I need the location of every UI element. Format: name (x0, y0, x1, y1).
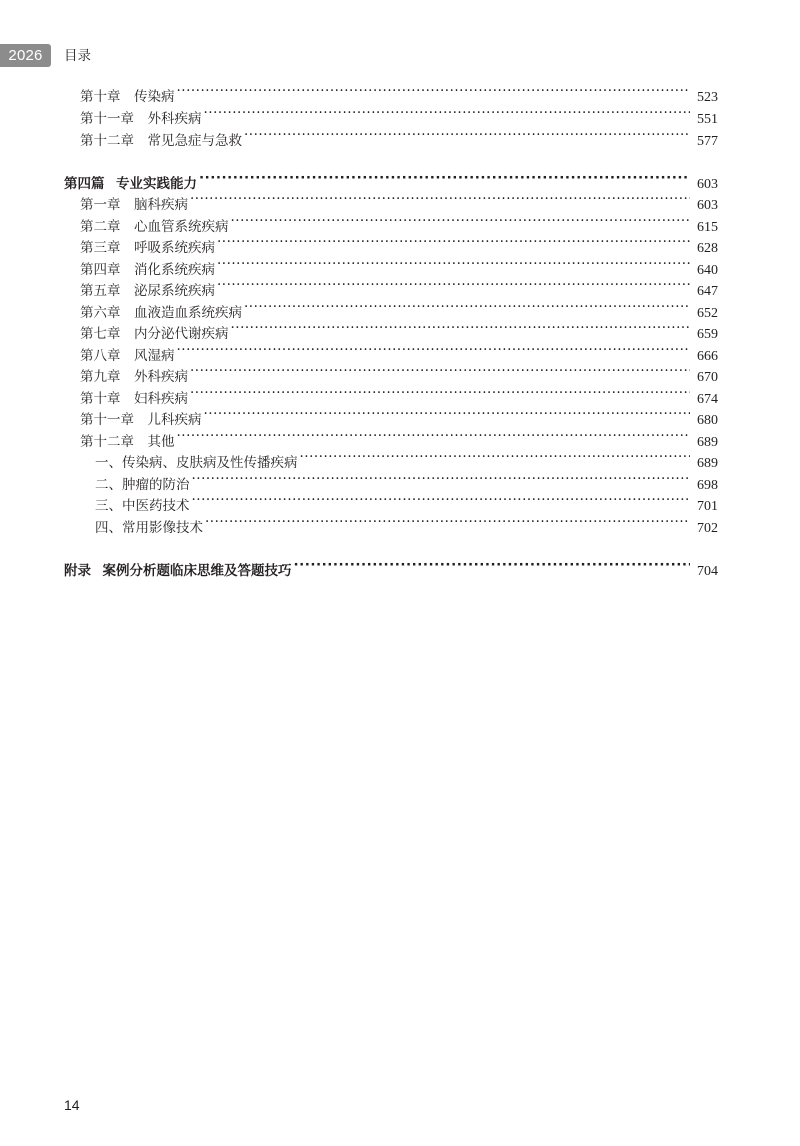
page-ref: 628 (697, 241, 718, 256)
chapter-number: 第十二章 (80, 133, 134, 149)
chapter-title: 儿科疾病 (147, 412, 202, 428)
page-ref: 615 (697, 220, 718, 235)
page-ref: 701 (697, 499, 718, 514)
page-ref: 647 (697, 284, 718, 299)
appendix-label: 附录 (64, 563, 91, 579)
subsection-title: 一、传染病、皮肤病及性传播疾病 (95, 455, 298, 471)
page-ref: 674 (697, 392, 718, 407)
dot-leader (190, 383, 690, 403)
chapter-title: 内分泌代谢疾病 (134, 326, 229, 342)
toc-entry[interactable] (80, 383, 718, 407)
toc-entry[interactable] (80, 318, 718, 342)
page-ref: 698 (697, 478, 718, 493)
page-ref: 680 (697, 413, 718, 428)
toc-entry[interactable] (80, 211, 718, 235)
appendix-title: 案例分析题临床思维及答题技巧 (102, 563, 292, 579)
chapter-title: 心血管系统疾病 (134, 219, 229, 235)
page-ref: 670 (697, 370, 718, 385)
toc-entry[interactable] (80, 232, 718, 256)
chapter-number: 第十章 (80, 89, 121, 105)
page-ref: 689 (697, 456, 718, 471)
toc-entry[interactable] (80, 361, 718, 385)
dot-leader (293, 555, 690, 575)
toc-entry[interactable] (80, 340, 718, 364)
chapter-title: 泌尿系统疾病 (134, 283, 215, 299)
chapter-title: 血液造血系统疾病 (134, 305, 242, 321)
chapter-title: 常见急症与急救 (147, 133, 242, 149)
chapter-title: 妇科疾病 (134, 391, 188, 407)
toc-entry[interactable] (80, 275, 718, 299)
chapter-number: 第一章 (80, 197, 121, 213)
toc-entry[interactable] (80, 297, 718, 321)
dot-leader (244, 125, 690, 145)
chapter-title: 消化系统疾病 (134, 262, 215, 278)
page-ref: 551 (697, 112, 718, 127)
page-ref: 652 (697, 306, 718, 321)
chapter-title: 脑科疾病 (134, 197, 188, 213)
chapter-number: 第四章 (80, 262, 121, 278)
toc-part-entry[interactable] (64, 168, 718, 192)
part-title: 专业实践能力 (115, 176, 197, 192)
chapter-number: 第三章 (80, 240, 121, 256)
toc-subsection-entry[interactable] (95, 512, 718, 536)
chapter-title: 外科疾病 (134, 369, 188, 385)
dot-leader (192, 469, 691, 489)
chapter-number: 第二章 (80, 219, 121, 235)
toc-subsection-entry[interactable] (95, 469, 718, 493)
chapter-title: 风湿病 (134, 348, 175, 364)
dot-leader (217, 232, 690, 252)
chapter-number: 第五章 (80, 283, 121, 299)
chapter-number: 第十章 (80, 391, 121, 407)
subsection-title: 二、肿瘤的防治 (95, 477, 190, 493)
toc-appendix-entry[interactable] (64, 555, 718, 579)
chapter-number: 第十二章 (80, 434, 134, 450)
dot-leader (217, 254, 690, 274)
dot-leader (217, 275, 690, 295)
toc-entry[interactable] (80, 254, 718, 278)
dot-leader (244, 297, 690, 317)
page-ref: 577 (697, 134, 718, 149)
chapter-number: 第十一章 (80, 412, 134, 428)
toc-entry[interactable] (80, 125, 718, 149)
dot-leader (190, 361, 690, 381)
toc-subsection-entry[interactable] (95, 490, 718, 514)
subsection-title: 三、中医药技术 (95, 498, 190, 514)
chapter-number: 第七章 (80, 326, 121, 342)
page-number: 14 (64, 1097, 80, 1113)
page-ref: 666 (697, 349, 718, 364)
toc-entry[interactable] (80, 189, 718, 213)
chapter-title: 传染病 (134, 89, 175, 105)
page-ref: 704 (697, 564, 718, 579)
page-ref: 523 (697, 90, 718, 105)
chapter-number: 第六章 (80, 305, 121, 321)
dot-leader (204, 103, 691, 123)
dot-leader (231, 211, 691, 231)
dot-leader (231, 318, 691, 338)
dot-leader (205, 512, 690, 532)
dot-leader (177, 426, 691, 446)
page-ref: 640 (697, 263, 718, 278)
page-ref: 659 (697, 327, 718, 342)
chapter-title: 呼吸系统疾病 (134, 240, 215, 256)
toc-entry[interactable] (80, 426, 718, 450)
toc-subsection-entry[interactable] (95, 447, 718, 471)
chapter-number: 第八章 (80, 348, 121, 364)
part-number: 第四篇 (64, 176, 105, 192)
year-badge: 2026 (0, 44, 51, 67)
dot-leader (204, 404, 691, 424)
dot-leader (177, 340, 691, 360)
dot-leader (192, 490, 691, 510)
subsection-title: 四、常用影像技术 (95, 520, 203, 536)
chapter-title: 其他 (147, 434, 175, 450)
dot-leader (190, 189, 690, 209)
page-ref: 702 (697, 521, 718, 536)
chapter-title: 外科疾病 (147, 111, 202, 127)
chapter-number: 第十一章 (80, 111, 134, 127)
dot-leader (300, 447, 691, 467)
page-ref: 603 (697, 177, 718, 192)
toc-entry[interactable] (80, 404, 718, 428)
dot-leader (199, 168, 690, 188)
page-ref: 689 (697, 435, 718, 450)
chapter-number: 第九章 (80, 369, 121, 385)
dot-leader (177, 81, 691, 101)
toc-entry[interactable] (80, 103, 718, 127)
toc-entry[interactable] (80, 81, 718, 105)
running-header-title: 目录 (64, 48, 91, 64)
page-ref: 603 (697, 198, 718, 213)
